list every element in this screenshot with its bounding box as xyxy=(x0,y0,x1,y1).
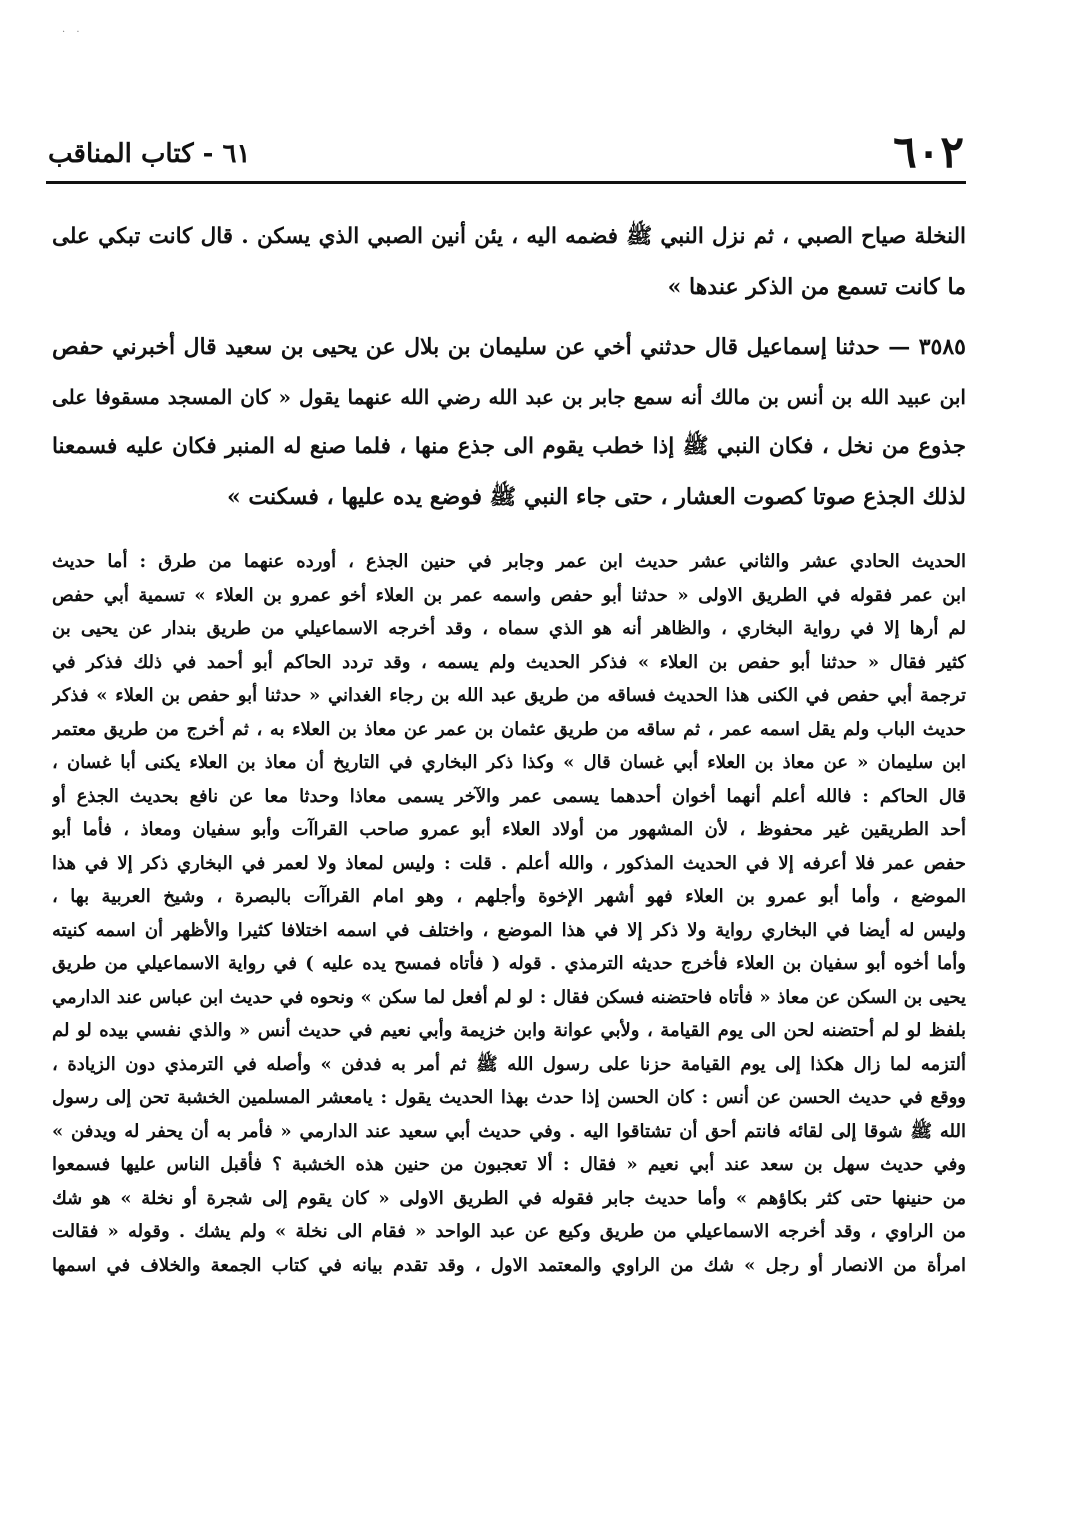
matn-line: ما كانت تسمع من الذكر عندها » xyxy=(667,274,966,300)
scan-speck: · · xyxy=(62,27,84,38)
matn-line: جذوع من نخل ، فكان النبي ﷺ إذا خطب يقوم الى جذع منها ، فلما صنع له المنبر فكان عليه فسمعنا xyxy=(52,434,966,459)
commentary-line: بلفظ لو لم أحتضنه لحن الى يوم القيامة ، ولأبي عوانة وابن خزيمة وأبي نعيم في حديث أنس « والذي نفسي بيده لو لم xyxy=(52,1020,966,1041)
commentary-line: كثير فقال « حدثنا أبو حفص بن العلاء » فذكر الحديث ولم يسمه ، وقد تردد الحاكم أبو أحمد في ذلك فذكر في xyxy=(52,651,966,673)
page-header xyxy=(48,128,964,178)
commentary-line: وفي حديث سهل بن سعد عند أبي نعيم « فقال : ألا تعجبون من حنين هذه الخشبة ؟ فأقبل الناس عليها فسمعوا xyxy=(52,1154,966,1175)
hadith-3585 xyxy=(52,322,966,522)
commentary-line: ابن سليمان « عن معاذ بن العلاء أبي غسان قال » وكذا ذكر البخاري في التاريخ أن معاذ بن العلاء يكنى أبا غسان ، xyxy=(52,752,966,773)
commentary-line: الموضع ، وأما أبو عمرو بن العلاء فهو أشهر الإخوة وأجلهم ، وهو امام القراآت بالبصرة ، وشيخ العربية بها ، xyxy=(52,886,966,907)
commentary-line: ابن عمر فقوله في الطريق الاولى « حدثنا أبو حفص واسمه عمر بن العلاء أخو عمرو بن العلاء » تسمية أبي حفص xyxy=(52,584,966,606)
header-rule xyxy=(46,181,966,184)
commentary-line: وأما أخوه أبو سفيان بن العلاء فأخرج حديثه الترمذي . قوله ( فأتاه فمسح يده عليه ) في رواية الاسماعيلي من طريق xyxy=(52,953,966,974)
matn-line: ابن عبيد الله بن أنس بن مالك أنه سمع جابر بن عبد الله رضي الله عنهما يقول « كان المسجد مسقوفا على xyxy=(52,385,966,409)
commentary-line: حديث الباب ولم يقل اسمه عمر ، ثم ساقه من طريق عثمان بن عمر عن معاذ بن العلاء به ، ثم أخرج من طريق معتمر xyxy=(52,718,966,740)
commentary-line: الله ﷺ شوقا إلى لقائه فانتم أحق أن تشتاقوا اليه . وفي حديث أبي سعيد عند الدارمي « فأمر به أن يحفر له ويدفن » xyxy=(52,1120,966,1142)
commentary-line: لم أرها إلا في رواية البخاري ، والظاهر أنه هو الذي سماه ، وقد أخرجه الاسماعيلي من طريق بندار عن يحيى بن xyxy=(52,618,966,639)
commentary-line: ترجمة أبي حفص في الكنى هذا الحديث فساقه من طريق عبد الله بن رجاء الغداني « حدثنا أبو حفص بن العلاء » فذكر xyxy=(52,685,966,706)
commentary-line: من الراوي ، وقد أخرجه الاسماعيلي من طريق وكيع عن عبد الواحد « فقام الى نخلة » ولم يشك . وقوله « فقالت xyxy=(52,1221,966,1242)
commentary-line: أحد الطريقين غير محفوظ ، لأن المشهور من أولاد العلاء أبو عمرو صاحب القراآت وأبو سفيان ومعاذ ، فأما أبو xyxy=(52,819,966,840)
matn-line: لذلك الجذع صوتا كصوت العشار ، حتى جاء النبي ﷺ فوضع يده عليها ، فسكنت » xyxy=(226,484,966,510)
commentary-line: قال الحاكم : فالله أعلم أنهما أخوان أحدهما يسمى عمر والآخر يسمى معاذا وحدثا معا عن نافع بحديث الجذع أو xyxy=(52,785,966,807)
running-title: ٦١ - كتاب المناقب xyxy=(48,139,251,169)
page-number: ٦٠٢ xyxy=(893,127,964,178)
commentary-line: وليس له أيضا في البخاري رواية ولا ذكر إلا في هذا الموضع ، واختلف في اسمه اختلافا كثيرا والأظهر أن اسمه كنيته xyxy=(52,919,966,941)
matn-line: النخلة صياح الصبي ، ثم نزل النبي ﷺ فضمه اليه ، يئن أنين الصبي الذي يسكن . قال كانت تبكي على xyxy=(52,224,966,249)
commentary-line: ووقع في حديث الحسن عن أنس : كان الحسن إذا حدث بهذا الحديث يقول : يامعشر المسلمين الخشبة تحن إلى رسول xyxy=(52,1087,966,1108)
matn-continuation xyxy=(52,212,966,312)
commentary-line: يحيى بن السكن عن معاذ « فأتاه فاحتضنه فسكن فقال : لو لم أفعل لما سكن » ونحوه في حديث ابن عباس عند الدارمي xyxy=(52,986,966,1008)
commentary-line: الحديث الحادي عشر والثاني عشر حديث ابن عمر وجابر في حنين الجذع ، أورده عنهما من طرق : أما حديث xyxy=(52,551,966,572)
matn-line: ٣٥٨٥ — حدثنا إسماعيل قال حدثني أخي عن سليمان بن بلال عن يحيى بن سعيد قال أخبرني حفص xyxy=(52,334,966,360)
commentary-line: حفص عمر فلا أعرفه إلا في الحديث المذكور ، والله أعلم . قلت : وليس لمعاذ ولا لعمر في البخاري ذكر إلا في هذا xyxy=(52,852,966,874)
commentary-line: من حنينها حتى كثر بكاؤهم » وأما حديث جابر فقوله في الطريق الاولى « كان يقوم إلى شجرة أو نخلة » هو شك xyxy=(52,1187,966,1209)
commentary xyxy=(52,545,966,1282)
commentary-line: امرأة من الانصار أو رجل » شك من الراوي والمعتمد الاول ، وقد تقدم بيانه في كتاب الجمعة والخلاف في اسمها xyxy=(52,1254,966,1276)
commentary-line: ألتزمه لما زال هكذا إلى يوم القيامة حزنا على رسول الله ﷺ ثم أمر به فدفن » وأصله في الترمذي دون الزيادة ، xyxy=(52,1053,966,1075)
